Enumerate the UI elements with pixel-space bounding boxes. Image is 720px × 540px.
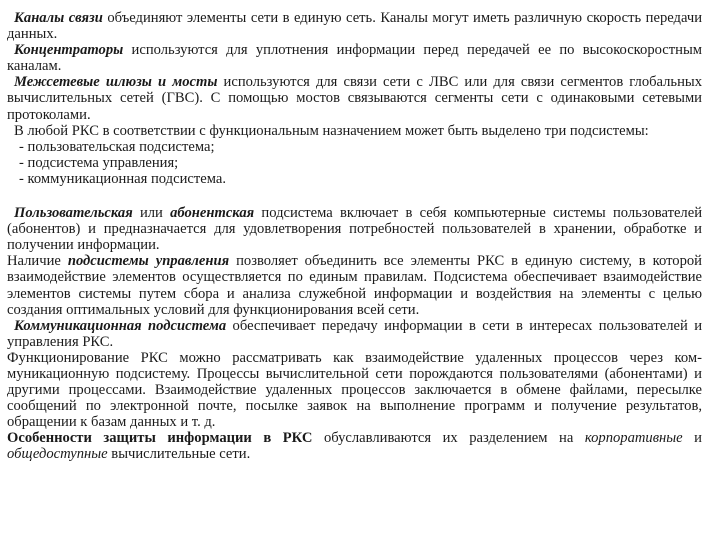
paragraph-gateways [7, 74, 702, 122]
paragraph-text: вычислительные сети. [107, 446, 251, 463]
paragraph-channels [7, 10, 702, 42]
term-subscriber: абонентская [170, 205, 255, 222]
paragraph-text: позволяет объединить все элементы РКС в единую систему, в которой взаимодействие элементов осуществляется по единым правилам. Подсистема обеспечивает взаимодействие элементов системы путем сбора и анализа служебной информации и воздействия на элементы с целью создания оптимальных условий для функционирования всей сети. [7, 253, 702, 318]
paragraph-user-subsystem [7, 205, 702, 253]
paragraph-functioning [7, 350, 702, 430]
list-item-communication-subsystem: - коммуникационная подсистема. [19, 170, 226, 187]
paragraph-concentrators [7, 42, 702, 74]
term-protection: Особенности защиты информации в РКС [7, 430, 313, 447]
term-user: Пользовательская [14, 205, 133, 222]
term-concentrators: Концентраторы [14, 42, 124, 59]
paragraph-text: Функционирование РКС можно рассматривать как взаимодействие удаленных процессов через коммуникационную подсистему. Процессы вычислительной сети порождаются пользователями (абонентами) и другими процессами. Взаимодействие удаленных процессов заключается в обмене файлами, пересылке сообщений по электронной почте, посылке заявок на выполнение программ и получение результатов, обращении к базам данных и т. д. [7, 349, 702, 431]
paragraph-text: и [682, 430, 702, 447]
paragraph-text: используются для связи сети с ЛВС или для связи сегментов глобальных вычислительных сетей (ГВС). С помощью мостов связываются сегменты сети с одинаковыми сетевыми протоколами. [7, 74, 703, 123]
paragraph-text: Наличие [7, 253, 68, 270]
term-channels: Каналы связи [14, 10, 103, 26]
term-communication: Коммуникационная подсистема [14, 317, 227, 334]
paragraph-text: обуславливаются их разделением на [312, 430, 585, 447]
paragraph-text: обеспечивает передачу информации в сети в интересах пользователей и управления РКС. [7, 317, 703, 350]
paragraph-subsystems-intro [7, 123, 702, 139]
paragraph-text: используются для уплотнения информации перед передачей ее по высокоскоростным каналам. [7, 42, 702, 75]
spacer [7, 187, 702, 205]
term-gateways: Межсетевые шлюзы и мосты [14, 74, 218, 91]
list-item-management-subsystem: - подсистема управления; [19, 154, 179, 171]
term-management: подсистемы управления [67, 253, 230, 270]
paragraph-protection [7, 430, 702, 462]
paragraph-text: подсистема включает в себя компьютерные системы пользователей (абонентов) и предназначается для удовлетворения потребностей пользователей в хранении, обработке и получении информации. [7, 205, 702, 254]
paragraph-text: объединяют элементы сети в единую сеть. Каналы могут иметь различную скорость передачи данных. [7, 10, 702, 43]
paragraph-management-subsystem [7, 253, 702, 317]
paragraph-communication-subsystem [7, 318, 702, 350]
paragraph-text: В любой РКС в соответствии с функциональным назначением может быть выделено три подсистемы: [14, 122, 649, 139]
list-item-user-subsystem: - пользовательская подсистема; [19, 138, 215, 155]
term-corporate: корпоративные [584, 430, 683, 447]
paragraph-text: или [132, 205, 171, 222]
term-public: общедоступные [7, 446, 108, 463]
